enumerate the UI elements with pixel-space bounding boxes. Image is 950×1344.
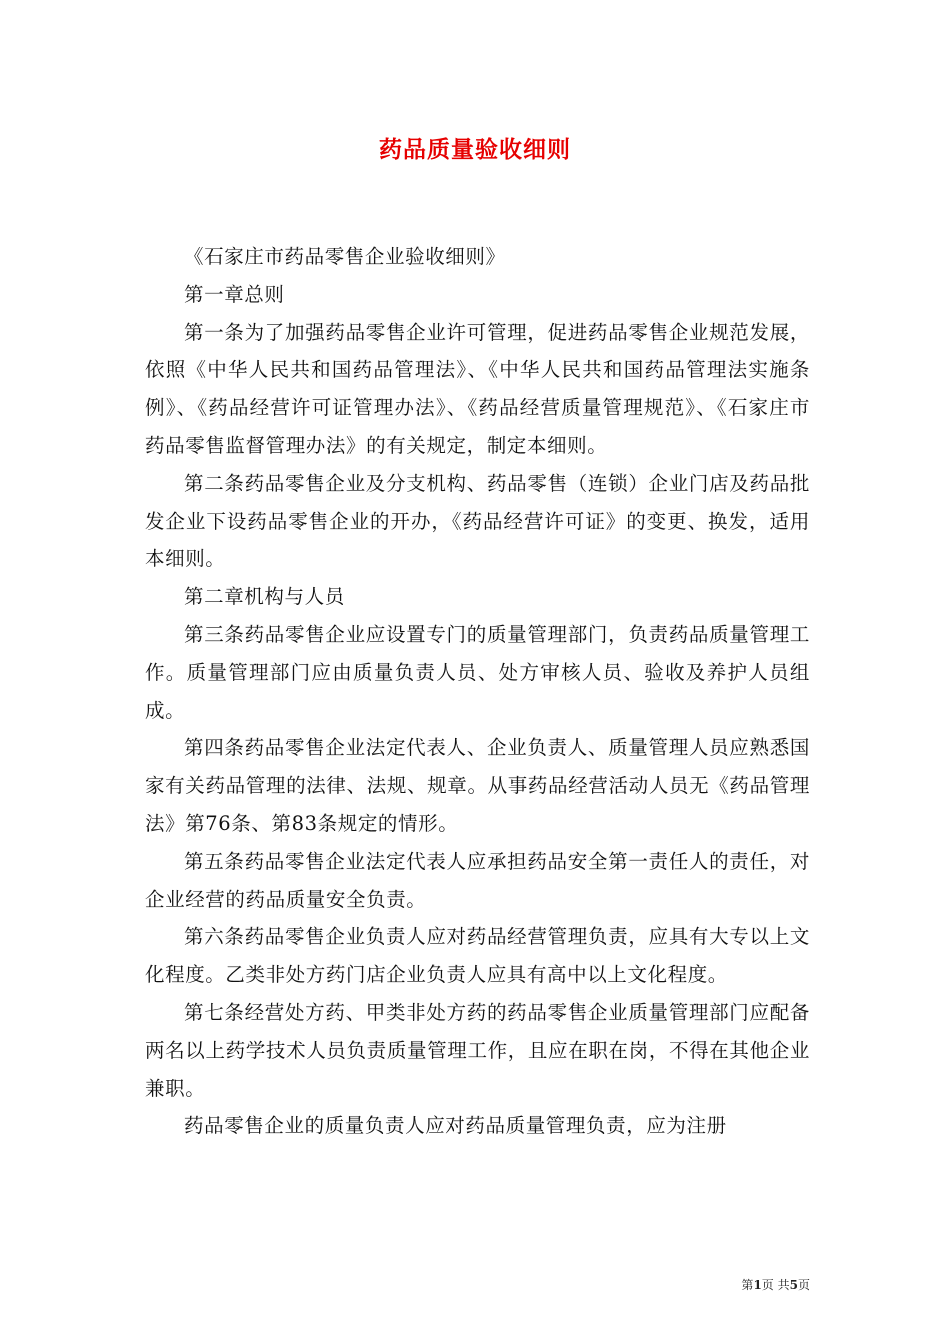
footer-total-pages: 5 [789, 1278, 798, 1292]
paragraph-article-4: 第四条药品零售企业法定代表人、企业负责人、质量管理人员应熟悉国家有关药品管理的法律、法规、规章。从事药品经营活动人员无《药品管理法》第76条、第83条规定的情形。 [145, 736, 810, 835]
paragraph-article-7: 第七条经营处方药、甲类非处方药的药品零售企业质量管理部门应配备两名以上药学技术人员负责质量管理工作，且应在职在岗，不得在其他企业兼职。 [145, 1000, 810, 1100]
document-body [145, 238, 810, 1145]
paragraph-article-5: 第五条药品零售企业法定代表人应承担药品安全第一责任人的责任，对企业经营的药品质量安全负责。 [145, 849, 810, 911]
page-number-footer [690, 1276, 810, 1294]
document-title: 药品质量验收细则 [379, 136, 571, 163]
paragraph-quality-lead: 药品零售企业的质量负责人应对药品质量管理负责，应为注册 [184, 1114, 727, 1138]
paragraph-article-1: 第一条为了加强药品零售企业许可管理，促进药品零售企业规范发展，依照《中华人民共和国药品管理法》、《中华人民共和国药品管理法实施条例》、《药品经营许可证管理办法》、《药品经营质量管理规范》、《石家庄市药品零售监督管理办法》的有关规定，制定本细则。 [145, 320, 810, 457]
paragraph-doc-name: 《石家庄市药品零售企业验收细则》 [184, 245, 506, 268]
paragraph-article-2: 第二条药品零售企业及分支机构、药品零售（连锁）企业门店及药品批发企业下设药品零售企业的开办，《药品经营许可证》的变更、换发，适用本细则。 [145, 471, 810, 571]
paragraph-article-3: 第三条药品零售企业应设置专门的质量管理部门，负责药品质量管理工作。质量管理部门应由质量负责人员、处方审核人员、验收及养护人员组成。 [145, 622, 810, 722]
paragraph-article-6: 第六条药品零售企业负责人应对药品经营管理负责，应具有大专以上文化程度。乙类非处方药门店企业负责人应具有高中以上文化程度。 [145, 925, 810, 987]
footer-current-page: 1 [753, 1278, 762, 1292]
paragraph-chapter-2-heading: 第二章机构与人员 [184, 585, 345, 609]
footer-middle: 页 共 [761, 1278, 790, 1292]
footer-suffix: 页 [797, 1278, 810, 1292]
paragraph-chapter-1-heading: 第一章总则 [184, 282, 285, 306]
footer-prefix: 第 [741, 1278, 754, 1292]
